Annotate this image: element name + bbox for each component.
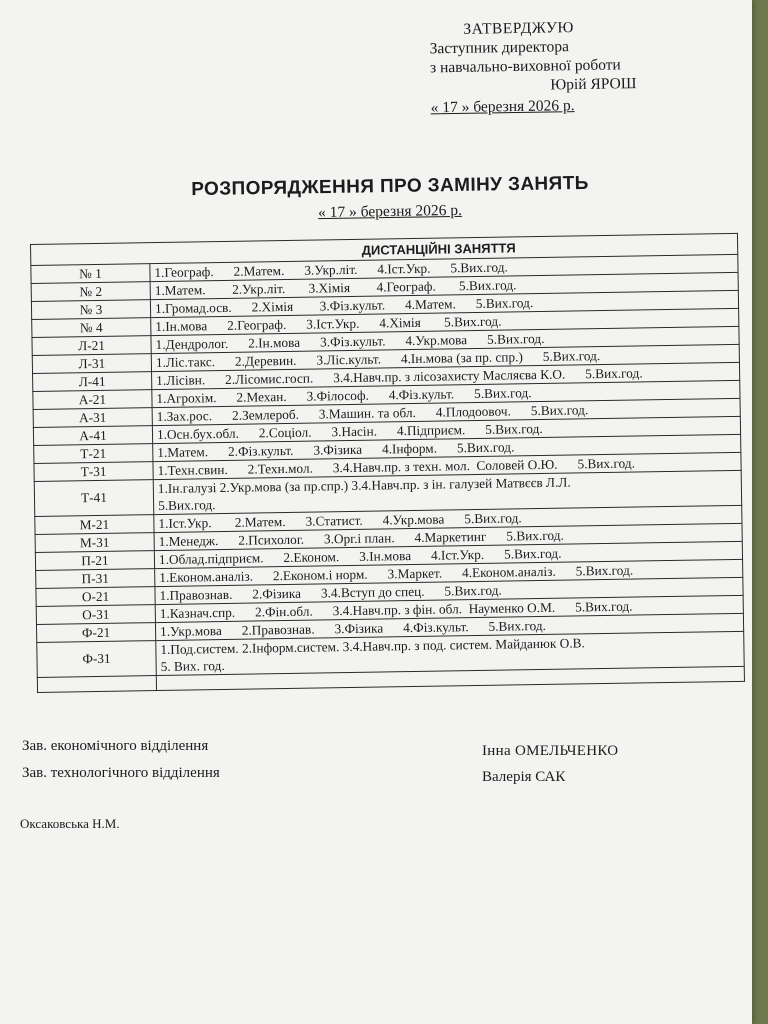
lessons-cell: 1.Менедж. 2.Психолог. 3.Орг.і план. 4.Маркетинг 5.Вих.год. xyxy=(154,523,742,550)
document-date: « 17 » березня 2026 р. xyxy=(317,201,463,222)
group-cell: Т-31 xyxy=(34,462,153,482)
group-cell: Л-41 xyxy=(33,372,152,392)
lessons-cell: 1.Ліс.такс. 2.Деревин. 3.Ліс.культ. 4.Ін.мова (за пр. спр.) 5.Вих.год. xyxy=(151,344,739,371)
lessons-cell: 1.Казнач.спр. 2.Фін.обл. 3.4.Навч.пр. з фін. обл. Науменко О.М. 5.Вих.год. xyxy=(155,595,743,622)
group-cell: Л-21 xyxy=(32,336,151,356)
lessons-cell: 1.Зах.рос. 2.Землероб. 3.Машин. та обл. 4.Плодоовоч. 5.Вих.год. xyxy=(152,398,740,425)
econ-dept-label: Зав. економічного відділення xyxy=(22,738,209,754)
document-title: РОЗПОРЯДЖЕННЯ ПРО ЗАМІНУ ЗАНЯТЬ xyxy=(191,172,589,201)
lessons-cell: 1.Техн.свин. 2.Техн.мол. 3.4.Навч.пр. з техн. мол. Соловей О.Ю. 5.Вих.год. xyxy=(153,452,741,479)
group-cell: А-31 xyxy=(33,408,152,428)
group-cell: Т-41 xyxy=(34,480,154,517)
lessons-cell: 1.Ін.мова 2.Географ. 3.Іст.Укр. 4.Хімія 5.Вих.год. xyxy=(151,308,739,335)
approval-position: Заступник директора xyxy=(429,38,570,58)
lessons-cell: 1.Іст.Укр. 2.Матем. 3.Статист. 4.Укр.мова 5.Вих.год. xyxy=(154,505,742,532)
group-cell: Ф-31 xyxy=(37,641,157,678)
tech-dept-head-name: Валерія САК xyxy=(482,769,566,785)
schedule-table xyxy=(30,233,745,693)
group-cell: № 1 xyxy=(31,264,150,284)
group-cell: № 2 xyxy=(31,282,150,302)
group-cell: М-31 xyxy=(35,533,154,553)
table-header: ДИСТАНЦІЙНІ ЗАНЯТТЯ xyxy=(31,233,738,265)
group-cell: М-21 xyxy=(35,515,154,535)
lessons-cell: 1.Дендролог. 2.Ін.мова 3.Фіз.культ. 4.Укр.мова 5.Вих.год. xyxy=(151,326,739,353)
lessons-cell: 1.Матем. 2.Укр.літ. 3.Хімія 4.Географ. 5.Вих.год. xyxy=(150,272,738,299)
approval-signatory: Юрій ЯРОШ xyxy=(550,75,637,94)
group-cell: Ф-21 xyxy=(36,623,155,643)
schedule-table-wrapper xyxy=(30,233,745,693)
approval-heading: ЗАТВЕРДЖУЮ xyxy=(463,19,575,38)
author-name: Оксаковська Н.М. xyxy=(20,816,120,831)
lessons-cell: 1.Осн.бух.обл. 2.Соціол. 3.Насін. 4.Підприєм. 5.Вих.год. xyxy=(152,416,740,443)
approval-block xyxy=(429,16,730,118)
group-cell: А-21 xyxy=(33,390,152,410)
group-cell: П-31 xyxy=(36,569,155,589)
group-cell: А-41 xyxy=(33,426,152,446)
lessons-cell: 1.Ін.галузі 2.Укр.мова (за пр.спр.) 3.4.Навч.пр. з ін. галузей Матвєєв Л.Л. 5.Вих.год. xyxy=(153,470,741,514)
tech-dept-label: Зав. технологічного відділення xyxy=(22,765,220,781)
lessons-cell: 1.Економ.аналіз. 2.Економ.і норм. 3.Маркет. 4.Економ.аналіз. 5.Вих.год. xyxy=(155,559,743,586)
lessons-cell: 1.Агрохім. 2.Механ. 3.Філософ. 4.Фіз.культ. 5.Вих.год. xyxy=(152,380,740,407)
econ-dept-head-name: Інна ОМЕЛЬЧЕНКО xyxy=(482,743,619,759)
lessons-cell: 1.Под.систем. 2.Інформ.систем. 3.4.Навч.пр. з под. систем. Майданюк О.В. 5. Вих. год. xyxy=(156,631,744,675)
lessons-cell: 1.Громад.осв. 2.Хімія 3.Фіз.культ. 4.Матем. 5.Вих.год. xyxy=(150,290,738,317)
lessons-cell: 1.Географ. 2.Матем. 3.Укр.літ. 4.Іст.Укр. 5.Вих.год. xyxy=(150,254,738,281)
lessons-cell: 1.Укр.мова 2.Правознав. 3.Фізика 4.Фіз.культ. 5.Вих.год. xyxy=(155,613,743,640)
lessons-cell: 1.Матем. 2.Фіз.культ. 3.Фізика 4.Інформ. 5.Вих.год. xyxy=(153,434,741,461)
approval-date: « 17 » березня 2026 р. xyxy=(430,97,575,117)
group-cell: № 4 xyxy=(32,318,151,338)
lessons-cell: 1.Облад.підприєм. 2.Економ. 3.Ін.мова 4.Іст.Укр. 5.Вих.год. xyxy=(154,541,742,568)
group-cell: П-21 xyxy=(35,551,154,571)
lessons-cell: 1.Лісівн. 2.Лісомис.госп. 3.4.Навч.пр. з лісозахисту Масляєва К.О. 5.Вих.год. xyxy=(152,362,740,389)
group-cell: О-31 xyxy=(36,605,155,625)
group-cell: Т-21 xyxy=(34,444,153,464)
empty-cell xyxy=(37,676,156,693)
group-cell: № 3 xyxy=(31,300,150,320)
lessons-cell: 1.Правознав. 2.Фізика 3.4.Вступ до спец. 5.Вих.год. xyxy=(155,577,743,604)
group-cell: О-21 xyxy=(36,587,155,607)
group-cell: Л-31 xyxy=(32,354,151,374)
approval-position-detail: з навчально-виховної роботи xyxy=(429,56,621,77)
